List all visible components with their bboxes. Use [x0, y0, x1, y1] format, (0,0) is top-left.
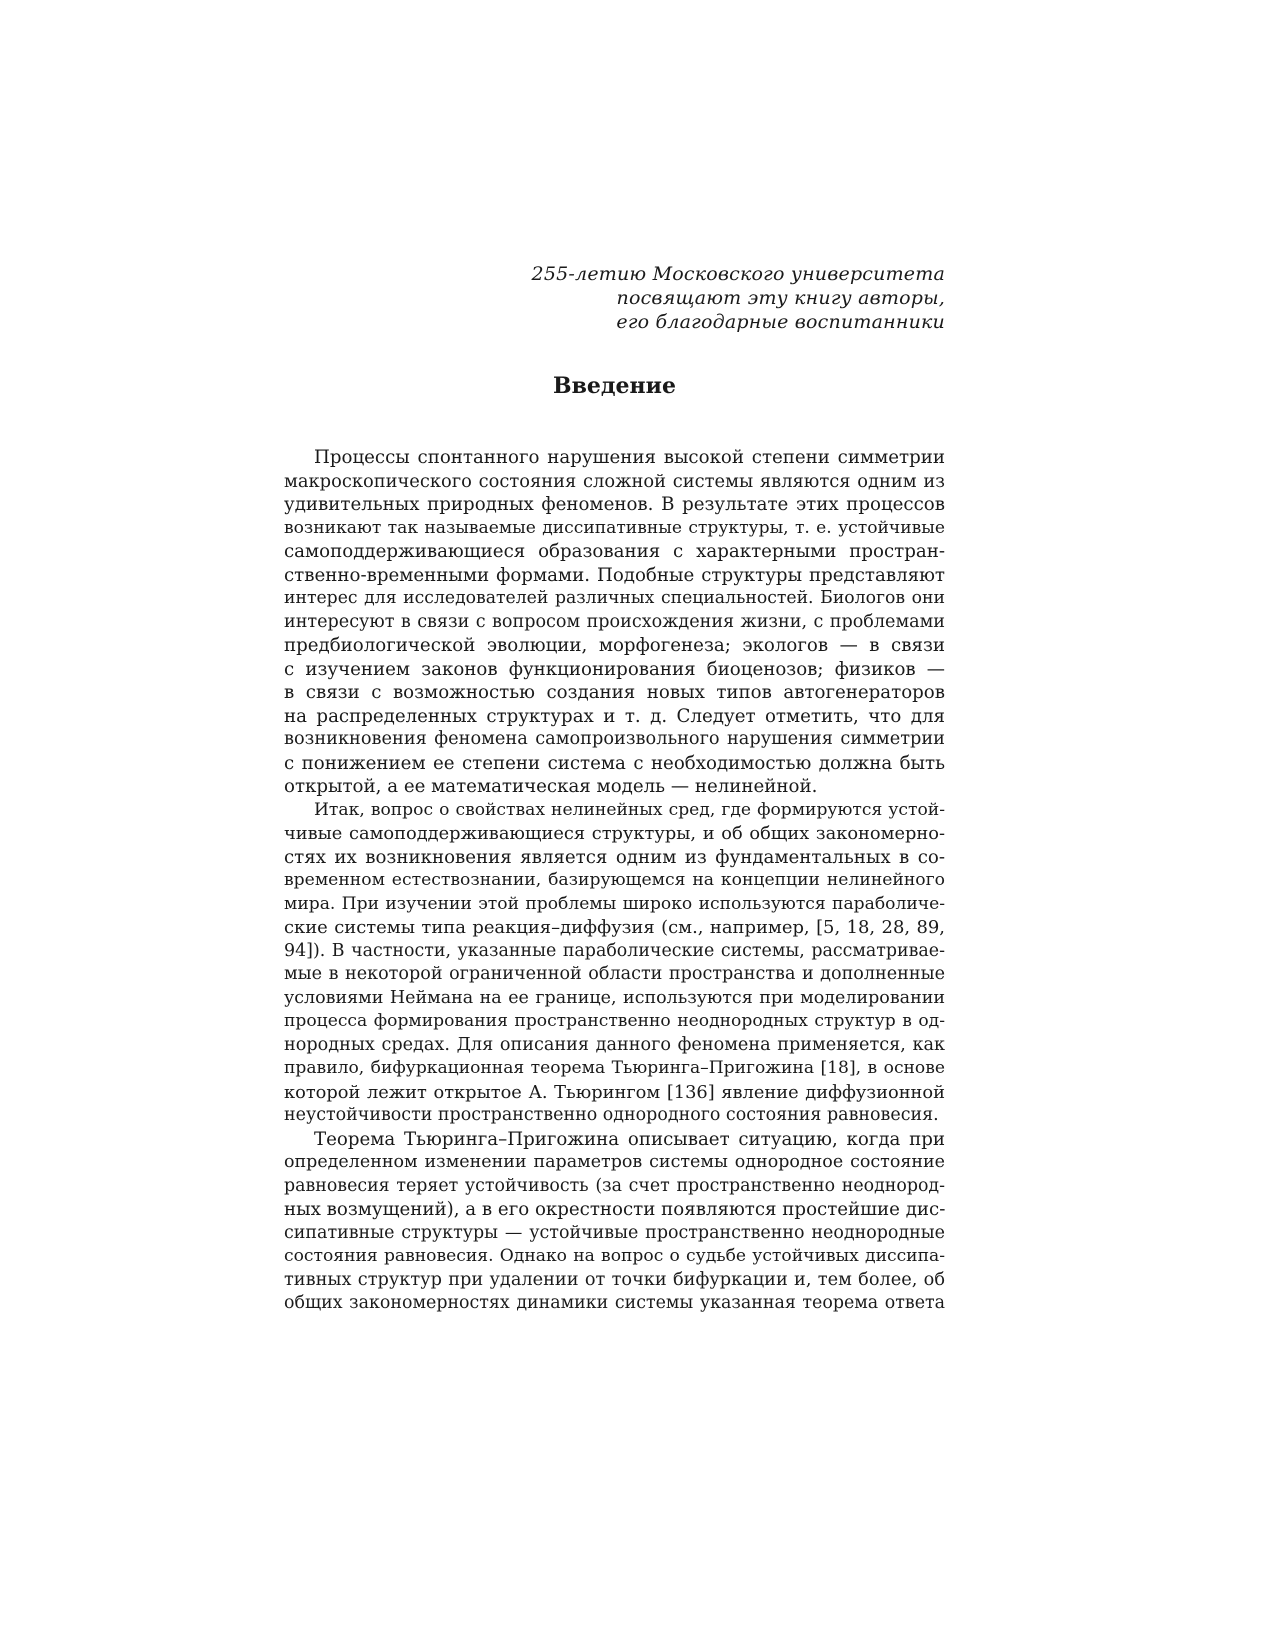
text-line: Процессы спонтанного нарушения высокой степени симметрии [314, 447, 945, 468]
text-line: неустойчивости пространственно однородного состояния равновесия. [284, 1105, 939, 1125]
text-line: нородных средах. Для описания данного феномена применяется, как [284, 1034, 945, 1055]
text-line: удивительных природных феноменов. В результате этих процессов [284, 494, 945, 515]
text-line: стях их возникновения является одним из фундаментальных в со- [284, 846, 945, 868]
text-line: условиями Неймана на ее границе, используются при моделировании [284, 987, 945, 1008]
text-line: с изучением законов функционирования биоценозов; физиков — [284, 658, 945, 680]
text-line: возникают так называемые диссипативные структуры, т. е. устойчивые [284, 517, 945, 538]
text-line: общих закономерностях динамики системы указанная теорема ответа [284, 1293, 945, 1313]
text-line: которой лежит открытое А. Тьюрингом [136] явление диффузионной [284, 1081, 945, 1103]
text-line: процесса формирования пространственно неоднородных структур в од- [284, 1011, 945, 1031]
paragraph-3 [284, 1128, 945, 1316]
dedication-line: его благодарные воспитанники [616, 311, 945, 333]
text-line: возникновения феномена самопроизвольного нарушения симметрии [284, 729, 945, 749]
text-line: Теорема Тьюринга–Пригожина описывает ситуацию, когда при [314, 1128, 945, 1150]
text-line: интересуют в связи с вопросом происхождения жизни, с проблемами [284, 611, 945, 632]
text-line: состояния равновесия. Однако на вопрос о судьбе устойчивых диссипа- [284, 1246, 945, 1266]
paragraph-1 [284, 446, 945, 799]
text-line: с понижением ее степени система с необходимостью должна быть [284, 752, 945, 774]
dedication-line: посвящают эту книгу авторы, [616, 287, 945, 309]
section-title: Введение [553, 373, 676, 399]
text-line: ские системы типа реакция–диффузия (см., например, [5, 18, 28, 89, [284, 917, 945, 938]
text-line: чивые самоподдерживающиеся структуры, и об общих закономерно- [284, 823, 945, 844]
text-line: равновесия теряет устойчивость (за счет пространственно неоднород- [284, 1175, 945, 1196]
text-line: предбиологической эволюции, морфогенеза; экологов — в связи [284, 635, 945, 656]
text-line: самоподдерживающиеся образования с характерными простран- [284, 541, 945, 562]
body-text [284, 446, 945, 1316]
text-line: мира. При изучении этой проблемы широко используются параболиче- [284, 893, 945, 914]
text-line: открытой, а ее математическая модель — нелинейной. [284, 776, 818, 797]
text-line: сипативные структуры — устойчивые пространственно неоднородные [284, 1222, 945, 1243]
text-line: определенном изменении параметров системы однородное состояние [284, 1152, 945, 1172]
text-line: Итак, вопрос о свойствах нелинейных сред, где формируются устой- [314, 799, 945, 820]
text-line: 94]). В частности, указанные параболические системы, рассматривае- [284, 940, 945, 961]
text-line: на распределенных структурах и т. д. Следует отметить, что для [284, 705, 945, 727]
text-line: тивных структур при удалении от точки бифуркации и, тем более, об [284, 1269, 945, 1290]
dedication [480, 262, 945, 334]
text-line: ных возмущений), а в его окрестности появляются простейшие дис- [284, 1199, 946, 1220]
text-line: макроскопического состояния сложной системы являются одним из [284, 470, 945, 492]
text-line: интерес для исследователей различных специальностей. Биологов они [284, 588, 945, 608]
text-line: в связи с возможностью создания новых типов автогенераторов [284, 682, 945, 703]
text-line: правило, бифуркационная теорема Тьюринга–Пригожина [18], в основе [284, 1058, 945, 1078]
paragraph-2 [284, 799, 945, 1128]
text-line: ственно-временными формами. Подобные структуры представляют [284, 564, 945, 586]
text-line: мые в некоторой ограниченной области пространства и дополненные [284, 964, 945, 984]
dedication-line: 255-летию Московского университета [531, 263, 945, 285]
text-line: временном естествознании, базирующемся на концепции нелинейного [284, 870, 945, 890]
